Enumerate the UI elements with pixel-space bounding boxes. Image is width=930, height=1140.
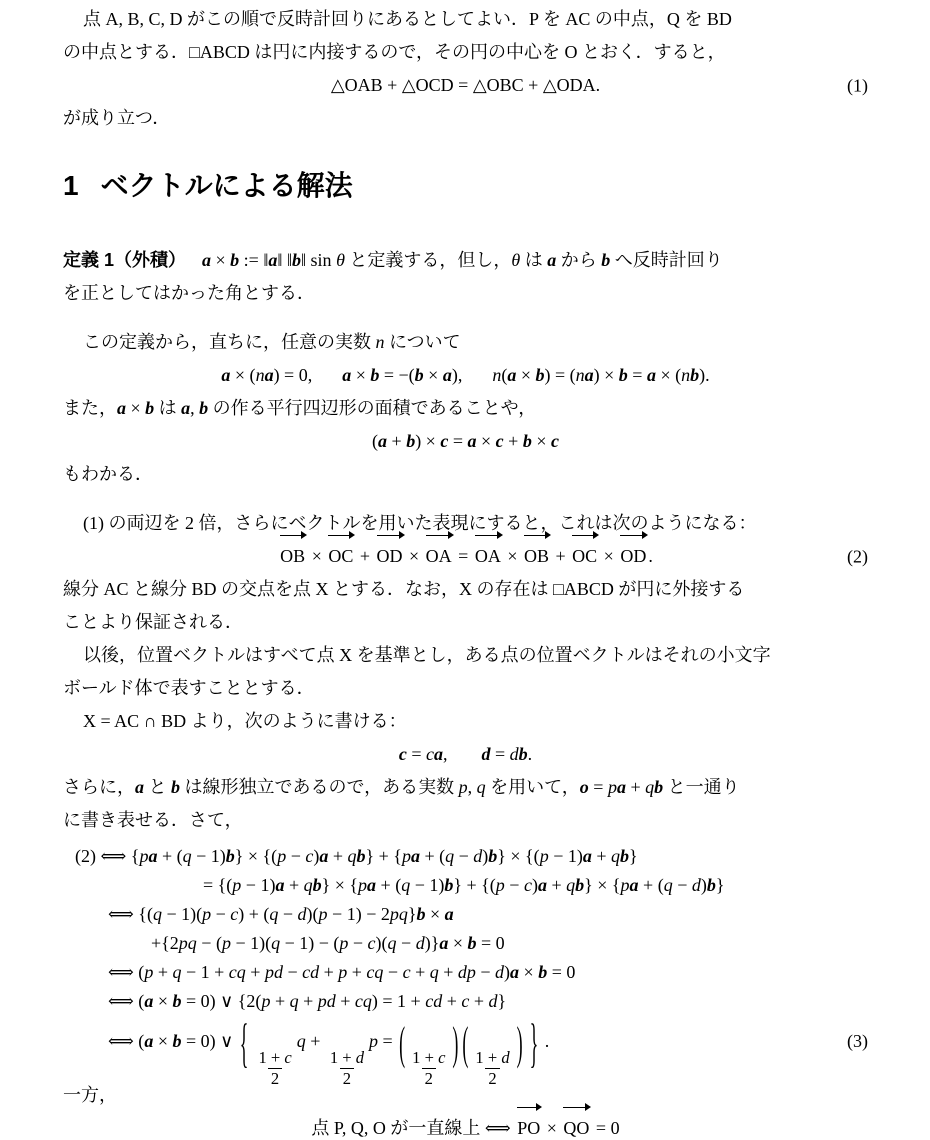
math-var: p (620, 875, 630, 895)
math-var: c (402, 962, 411, 982)
para-line: が成り立つ． (63, 108, 171, 128)
fraction-numerator: 1 + c (412, 1047, 446, 1067)
math-var: d (473, 846, 483, 866)
math-bold-var: b (620, 846, 629, 866)
math-var: q (347, 846, 357, 866)
math-bold-var: b (535, 365, 545, 385)
equation-2: OB × OC + OD × OA = OA × OB + OC × OD . (2) (63, 540, 868, 573)
equation-line: c = ca, d = db. (398, 744, 533, 764)
math-bold-var: b (370, 365, 380, 385)
math-bold-var: a (629, 875, 639, 895)
math-bold-var: c (398, 744, 407, 764)
section-title: ベクトルによる解法 (100, 170, 353, 201)
math-bold-var: a (264, 365, 274, 385)
math-var: d (691, 875, 701, 895)
fraction (409, 1048, 448, 1090)
math-bold-var: a (442, 365, 452, 385)
math-var: n (492, 365, 502, 385)
math-var: c (523, 875, 532, 895)
math-var: n (375, 332, 385, 352)
math-var: c (284, 1047, 292, 1067)
math-bold-var: b (444, 875, 454, 895)
math-bold-var: b (654, 777, 664, 797)
fraction-numerator: 1 + d (475, 1047, 510, 1067)
math-bold-var: b (706, 875, 716, 895)
math-var: cd (425, 991, 443, 1011)
math-var: q (152, 904, 162, 924)
math-var: d (509, 744, 519, 764)
math-bold-var: b (690, 365, 700, 385)
math-var: pd (317, 991, 336, 1011)
math-var: p (202, 904, 212, 924)
math-var: q (645, 777, 655, 797)
math-var: q (269, 904, 279, 924)
math-var: θ (511, 250, 521, 270)
equation-line: 点 P, Q, O が一直線上 ⟺ PO × QO = 0 (63, 1112, 868, 1140)
math-var: q (271, 933, 281, 953)
math-bold-var: a (144, 991, 154, 1011)
vector-OD-with-arrow-icon: OD (618, 540, 648, 573)
derivation-line: ⟺ (a × b = 0) ∨ {2(p + q + pd + cq) = 1 + cd + c + d} (108, 991, 507, 1011)
math-var: c (305, 846, 314, 866)
math-var: p (401, 846, 411, 866)
para-line: ボールド体で表すこととする． (63, 678, 315, 698)
math-var: d (297, 904, 307, 924)
derivation-line: ⟺ {(q − 1)(p − c) + (q − d)(p − 1) − 2pq}b × a (108, 904, 454, 924)
vector-OA-with-arrow-icon: OA (424, 540, 454, 573)
bold-label: 定義 1（外積） (63, 250, 187, 270)
vector-QO-with-arrow-icon: QO (561, 1112, 591, 1140)
math-bold-var: b (199, 398, 209, 418)
vector-PO-with-arrow-icon: PO (515, 1112, 542, 1140)
math-var: p (338, 962, 348, 982)
math-bold-var: b (145, 398, 155, 418)
big-delimiter: ) (452, 1017, 459, 1070)
math-var: p (607, 777, 617, 797)
math-var: d (488, 991, 498, 1011)
equation-line: a × (na) = 0, a × b = −(b × a), n(a × b) = (na) × b = a × (nb). (221, 365, 710, 385)
math-bold-var: b (488, 846, 498, 866)
math-var: pd (264, 962, 283, 982)
math-var: p (221, 933, 231, 953)
math-var: c (438, 1047, 446, 1067)
math-var: c (461, 991, 470, 1011)
math-bold-var: b (467, 933, 477, 953)
math-var: d (501, 1047, 510, 1067)
equation-number: (3) (847, 1031, 868, 1051)
fraction-denominator: 2 (268, 1068, 282, 1090)
math-var: p (144, 962, 154, 982)
math-var: p (458, 777, 468, 797)
math-bold-var: a (378, 431, 388, 451)
math-bold-var: a (547, 250, 557, 270)
math-bold-var: a (467, 431, 477, 451)
math-bold-var: c (550, 431, 559, 451)
math-bold-var: a (584, 365, 594, 385)
para-line: さらに，a と b は線形独立であるので，ある実数 p, q を用いて，o = pa + qb と一通り (63, 777, 740, 797)
math-var: cq (354, 991, 372, 1011)
math-bold-var: b (171, 777, 180, 797)
math-bold-var: b (225, 846, 235, 866)
math-var: p (339, 933, 349, 953)
math-var: cq (228, 962, 246, 982)
equation-number: (1) (847, 75, 868, 95)
math-var: c (367, 933, 376, 953)
fraction (255, 1048, 294, 1090)
math-var: q (401, 875, 411, 895)
math-var: p (358, 875, 368, 895)
math-bold-var: b (601, 250, 611, 270)
math-var: q (445, 846, 455, 866)
math-bold-var: a (439, 933, 449, 953)
vector-OB-with-arrow-icon: OB (278, 540, 307, 573)
math-bold-var: a (181, 398, 191, 418)
math-bold-var: a (444, 904, 454, 924)
math-var: d (415, 933, 425, 953)
fraction (327, 1048, 367, 1090)
math-bold-var: b (522, 431, 532, 451)
math-bold-var: c (440, 431, 449, 451)
section-heading (63, 165, 868, 207)
equation-number: (2) (847, 546, 868, 566)
equation-line: (a + b) × c = a × c + b × c (372, 431, 559, 451)
math-bold-var: b (618, 365, 628, 385)
math-var: q (476, 777, 486, 797)
fraction (472, 1048, 512, 1090)
vector-OA-with-arrow-icon: OA (473, 540, 503, 573)
math-bold-var: a (510, 962, 520, 982)
math-bold-var: a (148, 846, 158, 866)
math-var: n (681, 365, 691, 385)
math-var: c (426, 744, 434, 764)
math-var: q (566, 875, 576, 895)
para-line: 一方， (63, 1085, 117, 1105)
equation-1: △OAB + △OCD = △OBC + △ODA. (1) (63, 69, 868, 102)
vector-OC-with-arrow-icon: OC (326, 540, 355, 573)
math-bold-var: a (275, 875, 285, 895)
math-bold-var: b (406, 431, 416, 451)
big-delimiter: ( (399, 1017, 406, 1070)
derivation-line: (2) ⟺ {pa + (q − 1)b} × {(p − c)a + qb} + {pa + (q − d)b} × {(p − 1)a + qb} (75, 846, 638, 866)
math-var: n (255, 365, 265, 385)
vector-OC-with-arrow-icon: OC (570, 540, 599, 573)
big-delimiter: ( (462, 1017, 469, 1070)
math-bold-var: a (537, 875, 547, 895)
para-line: ことより保証される． (63, 612, 243, 632)
math-bold-var: a (117, 398, 126, 418)
math-bold-var: a (202, 250, 212, 270)
math-var: q (611, 846, 620, 866)
math-var: q (387, 933, 397, 953)
definition-line: 定義 1（外積） a × b := ‖a‖ ‖b‖ sin θ と定義する，但し，θ は a から b へ反時計回り (63, 250, 723, 270)
math-var: p (318, 904, 328, 924)
math-bold-var: a (342, 365, 352, 385)
math-bold-var: b (356, 846, 366, 866)
math-var: n (575, 365, 585, 385)
math-bold-var: o (579, 777, 589, 797)
math-bold-var: b (414, 365, 424, 385)
math-var: cq (366, 962, 384, 982)
math-bold-var: a (507, 365, 517, 385)
para-line: この定義から，直ちに，任意の実数 n について (83, 332, 461, 352)
math-var: d (355, 1047, 365, 1067)
math-var: p (261, 991, 271, 1011)
math-var: pq (389, 904, 408, 924)
math-bold-var: b (518, 744, 528, 764)
para-line: もわかる． (63, 464, 153, 484)
para-line: (1) の両辺を 2 倍，さらにベクトルを用いた表現にすると，これは次のようになる： (83, 513, 757, 533)
math-var: q (289, 991, 299, 1011)
math-var: p (369, 1031, 379, 1051)
fraction-numerator: 1 + c (258, 1047, 292, 1067)
math-bold-var: b (312, 875, 322, 895)
math-var: θ (336, 250, 345, 270)
big-delimiter: { (239, 1013, 249, 1074)
math-bold-var: b (230, 250, 240, 270)
math-bold-var: a (434, 744, 443, 764)
math-bold-var: c (495, 431, 504, 451)
para-line: 点 A, B, C, D がこの順で反時計回りにあるとしてよい．P を AC の中点，Q を BD (83, 9, 732, 29)
derivation-line: +{2pq − (p − 1)(q − 1) − (p − c)(q − d)}a × b = 0 (151, 933, 505, 953)
math-var: p (277, 846, 287, 866)
math-bold-var: a (367, 875, 377, 895)
math-var: cd (302, 962, 320, 982)
math-bold-var: d (481, 744, 491, 764)
derivation-line: = {(p − 1)a + qb} × {pa + (q − 1)b} + {(p − c)a + qb} × {pa + (q − d)b} (203, 875, 725, 895)
section-number: 1 (63, 170, 79, 201)
math-bold-var: b (172, 991, 182, 1011)
math-bold-var: a (582, 846, 592, 866)
math-bold-var: a (646, 365, 656, 385)
fraction-denominator: 2 (340, 1068, 354, 1090)
math-var: c (230, 904, 239, 924)
math-var: p (495, 875, 505, 895)
math-bold-var: b (416, 904, 426, 924)
math-var: q (303, 875, 313, 895)
math-bold-var: a (268, 250, 278, 270)
fraction-denominator: 2 (485, 1068, 499, 1090)
para-line: また，a × b は a, b の作る平行四辺形の面積であることや， (63, 398, 537, 418)
math-var: d (495, 962, 505, 982)
big-delimiter: ) (516, 1017, 523, 1070)
equation-3: ⟺ (a × b = 0) ∨ { $\frac{1 + c}{2}$ q + $\frac{1 + d}{2}$ p = ( $\frac{1 + c}{2}$ ) ( $\frac{1 + d}{2}$ ) } . (3) (63, 1012, 868, 1070)
math-var: q (296, 1031, 306, 1051)
para-line: X = AC ∩ BD より，次のように書ける： (83, 711, 407, 731)
para-line: 線分 AC と線分 BD の交点を点 X とする．なお，X の存在は □ABCD が円に外接する (63, 579, 745, 599)
math-var: q (172, 962, 182, 982)
math-bold-var: a (221, 365, 231, 385)
big-delimiter: } (529, 1013, 539, 1074)
math-var: q (429, 962, 439, 982)
math-var: pq (178, 933, 197, 953)
vector-OD-with-arrow-icon: OD (375, 540, 405, 573)
math-var: p (539, 846, 549, 866)
derivation-line: ⟺ (p + q − 1 + cq + pd − cd + p + cq − c + q + dp − d)a × b = 0 (108, 962, 576, 982)
fraction-numerator: 1 + d (329, 1047, 365, 1067)
math-bold-var: a (616, 777, 626, 797)
math-bold-var: a (410, 846, 420, 866)
definition-line: を正としてはかった角とする． (63, 283, 315, 303)
math-bold-var: a (319, 846, 329, 866)
vector-OB-with-arrow-icon: OB (522, 540, 551, 573)
para-line: の中点とする．□ABCD は円に内接するので，その円の中心を O とおく．すると， (63, 42, 726, 62)
math-bold-var: b (538, 962, 548, 982)
fraction-denominator: 2 (422, 1068, 436, 1090)
math-var: q (663, 875, 673, 895)
math-var: p (232, 875, 242, 895)
math-var: q (182, 846, 192, 866)
para-line: に書き表せる．さて， (63, 810, 243, 830)
math-bold-var: a (144, 1031, 154, 1051)
math-var: p (139, 846, 149, 866)
math-bold-var: b (575, 875, 585, 895)
para-line: 以後，位置ベクトルはすべて点 X を基準とし，ある点の位置ベクトルはそれの小文字 (83, 645, 771, 665)
math-bold-var: b (172, 1031, 182, 1051)
math-bold-var: a (135, 777, 144, 797)
math-var: dp (457, 962, 476, 982)
math-bold-var: b (292, 250, 301, 270)
